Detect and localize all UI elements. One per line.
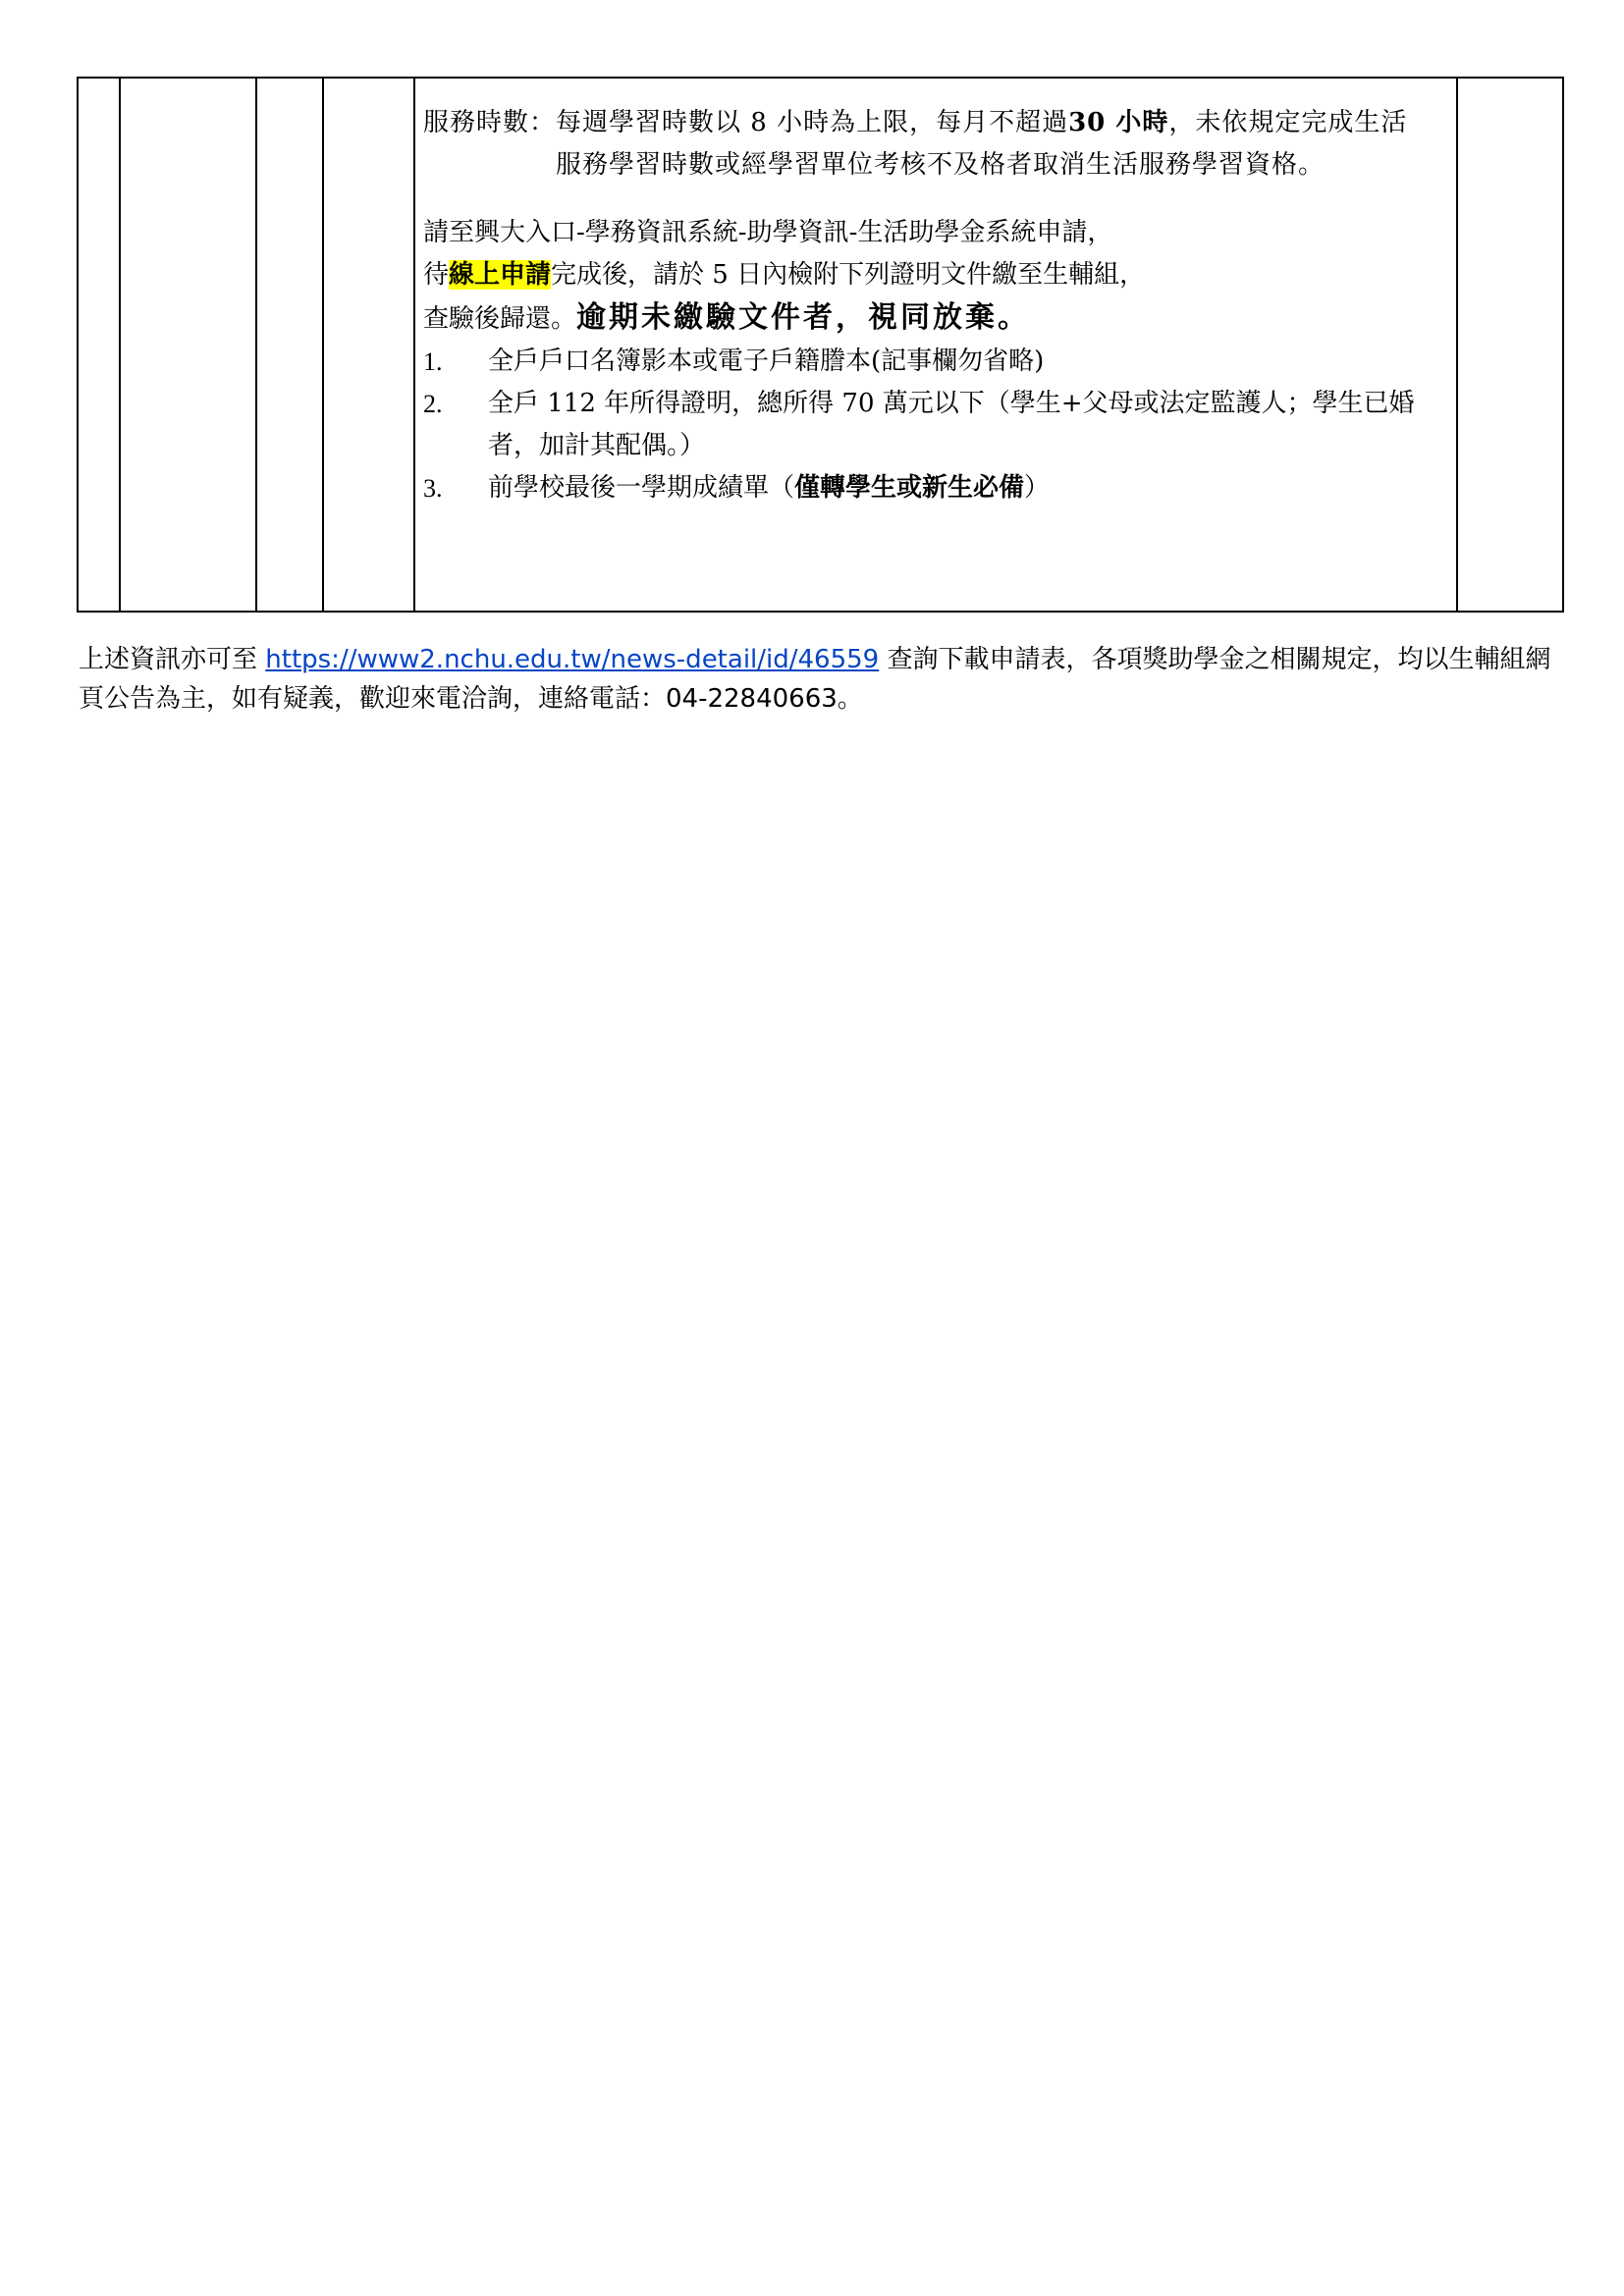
apply-text-part: 待 <box>423 260 450 290</box>
footer-text: 查詢下載申請表，各項獎助學金之相關規定，均以生輔組網頁公告為主，如有疑義，歡迎來電洽詢，連絡電話：04-22840663。 <box>79 645 1551 714</box>
list-item-text <box>488 467 1448 509</box>
apply-text-part: 完成後，請於 5 日內檢附下列證明文件繳至生輔組， <box>551 260 1146 290</box>
requirements-table <box>77 77 1564 613</box>
table-cell-details <box>414 78 1457 612</box>
service-text-part: ，未依規定完成生活服務學習時數或經學習單位考核不及格者取消生活服務學習資格。 <box>556 108 1408 180</box>
table-cell-empty <box>120 78 256 612</box>
list-item-number: 3. <box>423 474 443 503</box>
service-hours-rule <box>423 102 1448 187</box>
list-item-number: 2. <box>423 390 443 418</box>
online-apply-highlight: 線上申請 <box>449 260 552 290</box>
apply-instruction-line: 請至興大入口-學務資訊系統-助學資訊-生活助學金系統申請， <box>423 218 1113 247</box>
footer-text: 上述資訊亦可至 <box>79 645 266 674</box>
apply-instruction-line <box>423 254 1448 296</box>
deadline-warning: 逾期未繳驗文件者，視同放棄。 <box>576 300 1031 335</box>
table-cell-empty <box>323 78 414 612</box>
list-item-number: 1. <box>423 347 443 376</box>
apply-instruction-line <box>423 296 1448 341</box>
list-item <box>423 467 1448 509</box>
table-row <box>78 78 1563 612</box>
service-hours-text <box>556 102 1410 187</box>
list-item-text-part: ） <box>1024 473 1051 503</box>
footer-note <box>79 640 1551 719</box>
table-cell-empty <box>78 78 120 612</box>
list-item-text: 全戶 112 年所得證明，總所得 70 萬元以下（學生+父母或法定監護人；學生已婚者，加計其配偶。） <box>488 389 1415 460</box>
list-item-text: 全戶戶口名簿影本或電子戶籍謄本(記事欄勿省略) <box>488 347 1045 376</box>
news-detail-link[interactable]: https://www2.nchu.edu.tw/news-detail/id/46559 <box>265 645 880 674</box>
table-cell-empty <box>256 78 323 612</box>
list-item-text-part: 前學校最後一學期成績單（ <box>488 473 795 503</box>
list-item-emphasis: 僅轉學生或新生必備 <box>794 473 1025 503</box>
apply-text-part: 查驗後歸還。 <box>423 304 577 334</box>
service-hours-limit: 30 小時 <box>1068 108 1169 137</box>
service-hours-label: 服務時數： <box>423 108 557 137</box>
list-item <box>423 383 1448 467</box>
list-item <box>423 341 1448 383</box>
table-cell-empty <box>1457 78 1563 612</box>
service-text-part: 每週學習時數以 8 小時為上限，每月不超過 <box>556 108 1069 137</box>
